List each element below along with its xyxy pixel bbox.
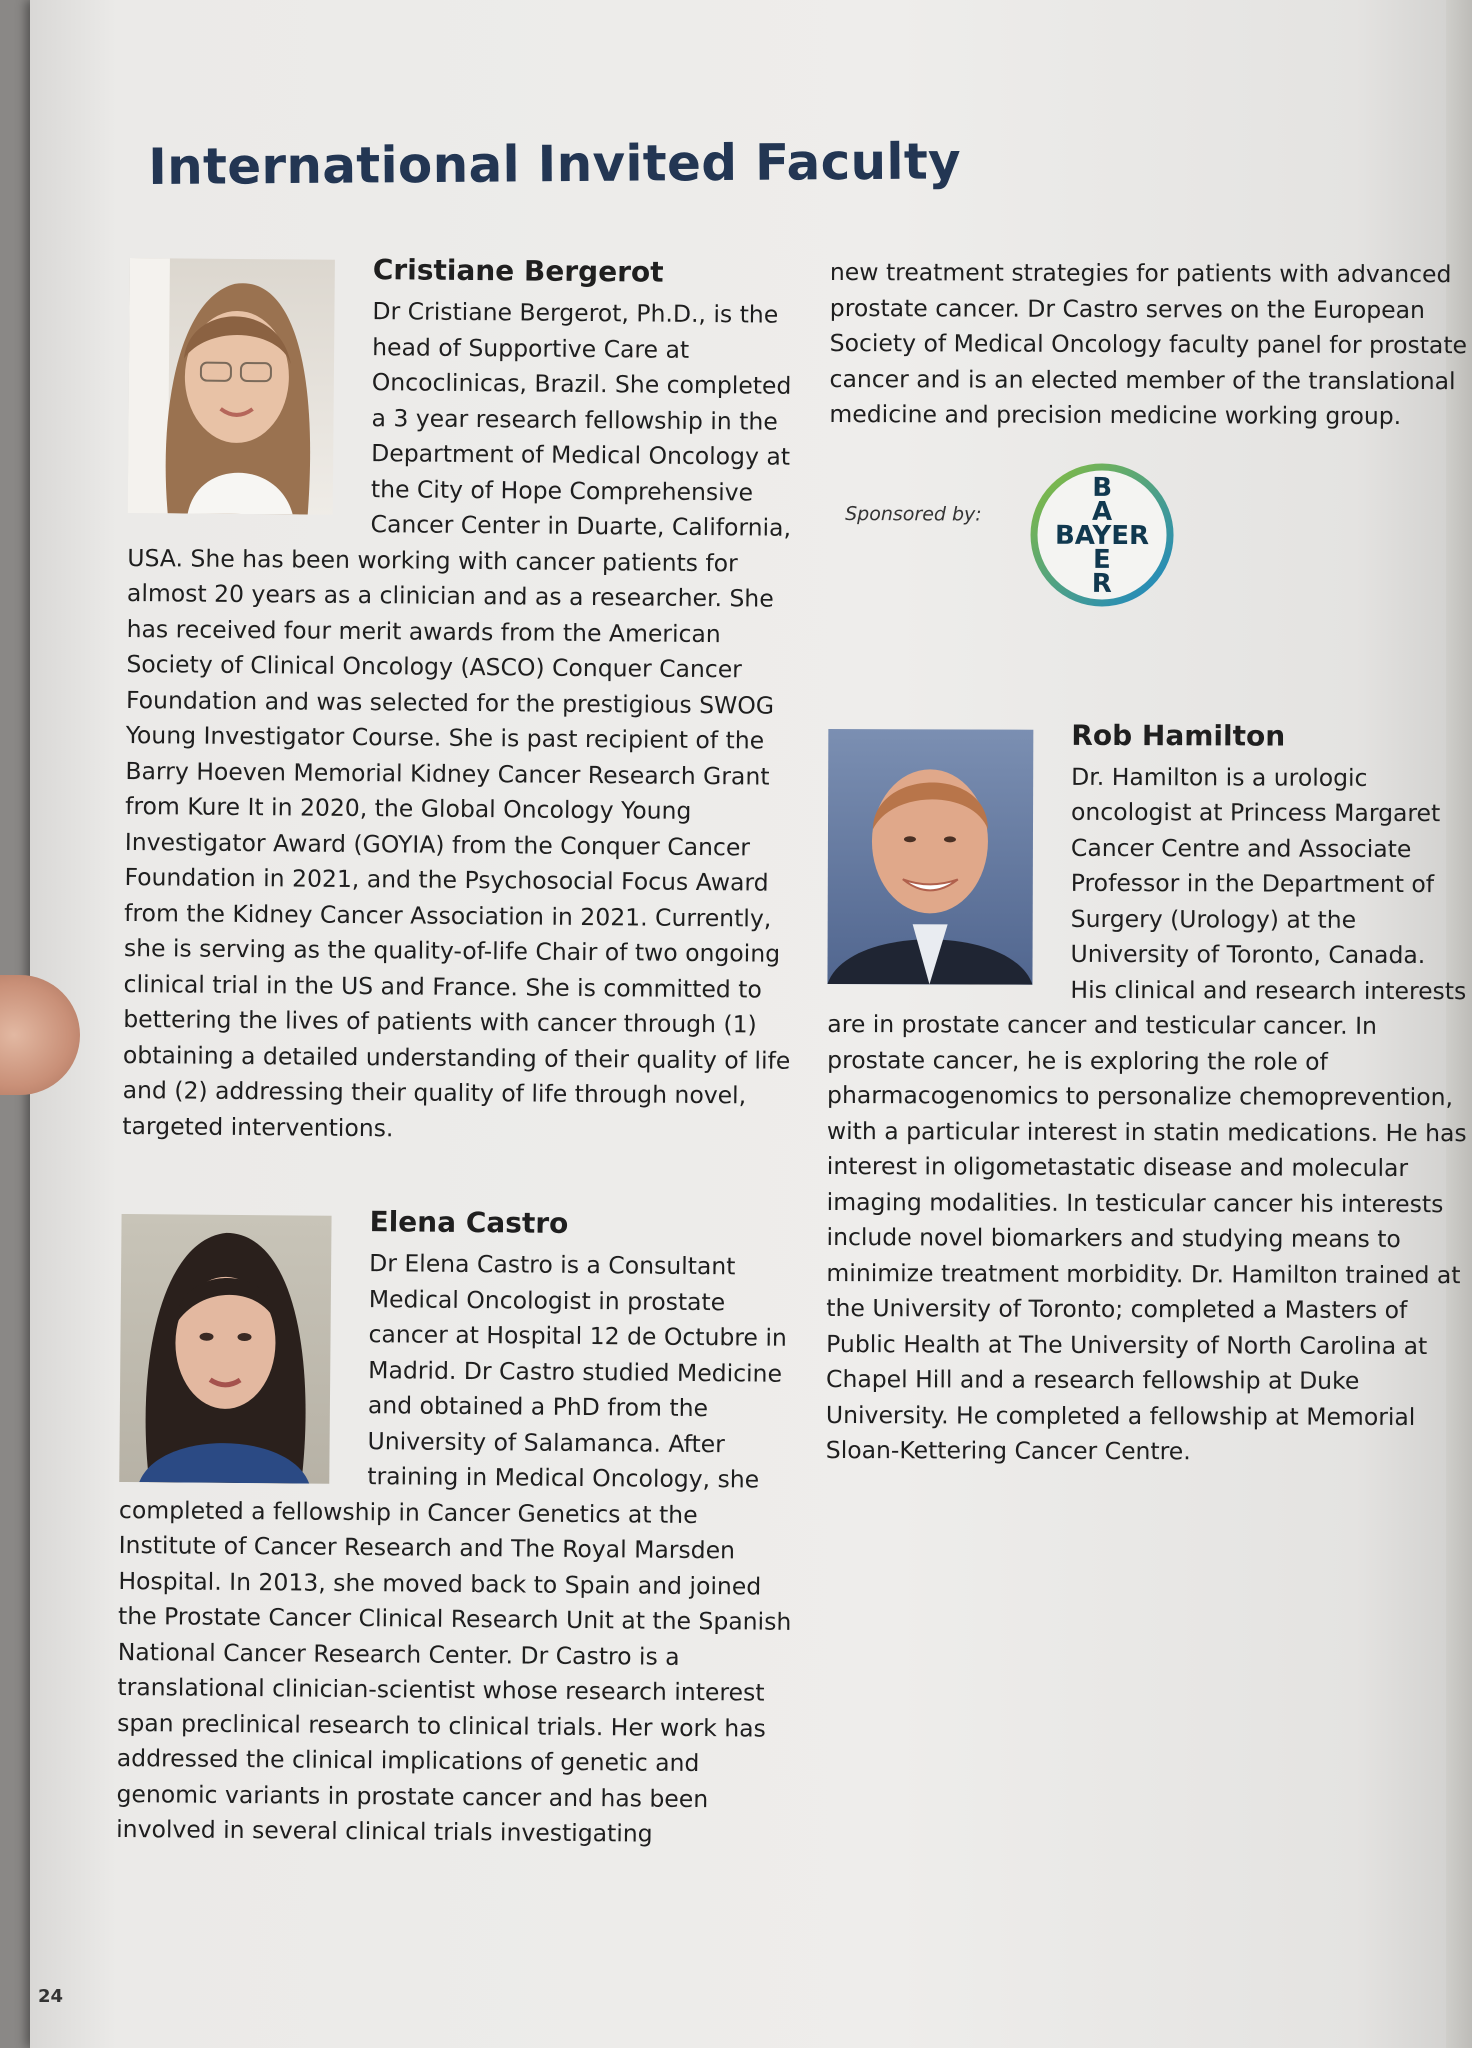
faculty-bio-hamilton <box>826 716 1469 1470</box>
sponsor-label: Sponsored by: <box>845 502 982 526</box>
faculty-bio-bergerot <box>122 250 810 1150</box>
page-title: International Invited Faculty <box>148 132 962 196</box>
bayer-logo-text: BAYER <box>1054 520 1150 551</box>
portrait-photo <box>119 1214 331 1484</box>
portrait-photo <box>827 728 1033 984</box>
sponsor-block <box>829 458 1470 660</box>
portrait-photo <box>128 258 335 515</box>
faculty-name: Cristiane Bergerot <box>372 253 664 289</box>
svg-text:B: B <box>1092 472 1113 503</box>
faculty-bio-text: Dr. Hamilton is a urologic oncologist at Princess Margaret Cancer Centre and Associate Professor in the Department of Surgery (Urology) at the University of Toronto, Canada. His clinical and research interests are in prostate cancer and testicular cancer. In prostate cancer, he is exploring the role of pharmacogenomics to personalize chemoprevention, with a particular interest in statin medications. He has interest in oligometastatic disease and molecular imaging modalities. In testicular cancer his interests include novel biomarkers and studying means to minimize treatment morbidity. Dr. Hamilton trained at the University of Toronto; completed a Masters of Public Health at The University of North Carolina at Chapel Hill and a research fellowship at Duke University. He completed a fellowship at Memorial Sloan-Kettering Cancer Centre. <box>825 762 1467 1466</box>
left-column <box>116 250 810 1853</box>
faculty-name: Rob Hamilton <box>1071 718 1286 753</box>
faculty-bio-castro <box>116 1202 802 1853</box>
svg-text:E: E <box>1093 544 1111 575</box>
faculty-bio-continued: new treatment strategies for patients with advanced prostate cancer. Dr Castro serves on the European Society of Medical Oncology faculty panel for prostate cancer and is an elected member of the translational medicine and precision medicine working group. <box>829 257 1468 430</box>
faculty-name: Elena Castro <box>369 1205 569 1240</box>
brochure-page <box>30 0 1472 2048</box>
right-column <box>826 255 1470 1471</box>
svg-text:A: A <box>1091 496 1113 527</box>
faculty-bio-text: Dr Elena Castro is a Consultant Medical Oncologist in prostate cancer at Hospital 12 de Octubre in Madrid. Dr Castro studied Medicine and obtained a PhD from the University of Salamanca. After training in Medical Oncology, she completed a fellowship in Cancer Genetics at the Institute of Cancer Research and The Royal Marsden Hospital. In 2013, she moved back to Spain and joined the Prostate Cancer Clinical Research Unit at the Spanish National Cancer Research Center. Dr Castro is a translational clinician-scientist whose research interest span preclinical research to clinical trials. Her work has addressed the clinical implications of genetic and genomic variants in prostate cancer and has been involved in several clinical trials investigating <box>116 1249 792 1848</box>
svg-text:R: R <box>1091 568 1112 599</box>
page-number: 24 <box>38 1986 64 2007</box>
bayer-cross-logo <box>1027 459 1178 615</box>
faculty-bio-text: Dr Cristiane Bergerot, Ph.D., is the head of Supportive Care at Oncoclinicas, Brazil. She completed a 3 year research fellowship in the Department of Medical Oncology at the City of Hope Comprehensive Cancer Center in Duarte, California, USA. She has been working with cancer patients for almost 20 years as a clinician and as a researcher. She has received four merit awards from the American Society of Clinical Oncology (ASCO) Conquer Cancer Foundation and was selected for the prestigious SWOG Young Investigator Course. She is past recipient of the Barry Hoeven Memorial Kidney Cancer Research Grant from Kure It in 2020, the Global Oncology Young Investigator Award (GOYIA) from the Conquer Cancer Foundation in 2021, and the Psychosocial Focus Award from the Kidney Cancer Association in 2021. Currently, she is serving as the quality-of-life Chair of two ongoing clinical trial in the US and France. She is committed to bettering the lives of patients with cancer through (1) obtaining a detailed understanding of their quality of life and (2) addressing their quality of life through novel, targeted interventions. <box>122 297 792 1142</box>
